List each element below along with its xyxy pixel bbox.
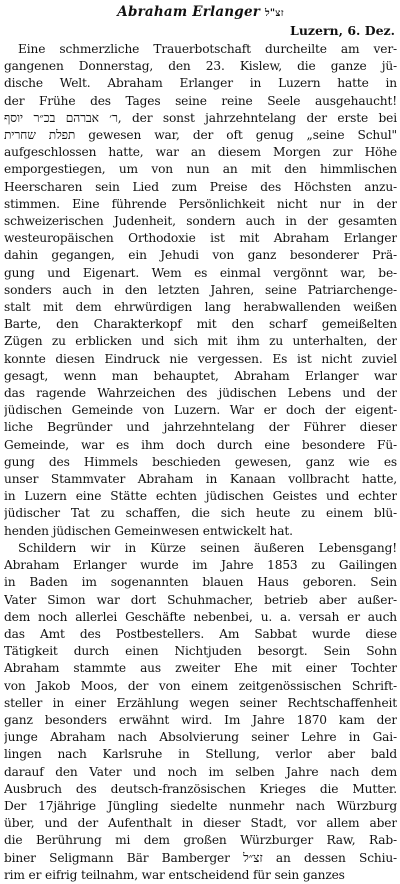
text-line: Ausbruch des deutsch-französischen Krieges die Mutter.	[4, 781, 397, 796]
text-line: sonders auch in den letzten Jahren, seine Patriarchenge-	[4, 282, 397, 297]
paragraph	[4, 540, 397, 884]
text-line: ר׳ אברהם בכ״ר יוסף, der sonst jahrzehntelang der erste bei	[4, 110, 397, 125]
text-line: תפלת שחרית gewesen war, der oft genug „seine Schul"	[4, 128, 397, 143]
text-line: Eine schmerzliche Trauerbotschaft durcheilte am ver-	[18, 42, 397, 56]
text-line: Abraham stammte aus zweiter Ehe mit einer Tochter	[4, 661, 397, 676]
text-line: der Frühe des Tages seine reine Seele ausgehaucht!	[4, 93, 397, 108]
text-line: gesagt, wenn man behauptet, Abraham Erlanger war	[4, 368, 397, 383]
title-name: Abraham Erlanger	[117, 4, 261, 20]
text-line: Gemeinde, war es ihm doch durch eine besondere Fü-	[4, 437, 397, 452]
text-line: emporgestiegen, um von nun an mit den himmlischen	[4, 162, 397, 177]
text-line: junge Abraham nach Absolvierung seiner Lehre in Gai-	[4, 730, 397, 745]
text-line: das Amt des Postbestellers. Am Sabbat wurde diese	[4, 626, 397, 641]
text-line: ganz besonders erwähnt wird. Im Jahre 1870 kam der	[4, 712, 397, 727]
text-line: konnte diesen Eindruck nie vergessen. Es ist nicht zuviel	[4, 351, 397, 366]
text-line: stimmen. Eine führende Persönlichkeit nicht nur in der	[4, 196, 397, 211]
text-line: lingen nach Karlsruhe in Stellung, verlor aber bald	[4, 747, 397, 762]
text-line: biner Seligmann Bär Bamberger זצ״ל an dessen Schiu-	[4, 850, 397, 865]
text-line: aufgeschlossen hatte, war an diesem Morgen zur Höhe	[4, 145, 397, 160]
paragraph	[4, 41, 397, 540]
text-line: dische Welt. Abraham Erlanger in Luzern hatte in	[4, 76, 397, 91]
text-line: henden jüdischen Gemeinwesen entwickelt hat.	[4, 523, 293, 538]
text-line: rim er eifrig teilnahm, war entscheidend für sein ganzes	[4, 867, 345, 882]
article-body	[4, 41, 397, 884]
text-line: dem noch allerlei Geschäfte nebenbei, u. a. versah er auch	[4, 609, 397, 624]
text-line: dahin gegangen, ein Jehudi von ganz besonderer Prä-	[4, 248, 397, 263]
text-line: Heerscharen sein Lied zum Preise des Höchsten anzu-	[4, 179, 397, 194]
text-line: liche Begründer und jahrzehntelang der Führer dieser	[4, 420, 397, 435]
text-line: westeuropäischen Orthodoxie ist mit Abraham Erlanger	[4, 231, 397, 246]
text-line: Schildern wir in Kürze seinen äußeren Lebensgang!	[18, 540, 397, 555]
text-line: Vater Simon war dort Schuhmacher, betrieb aber außer-	[4, 592, 397, 607]
text-line: jüdischen Gemeinde von Luzern. War er doch der eigent-	[4, 403, 397, 418]
text-line: in Luzern eine Stätte echten jüdischen Geistes und echter	[4, 489, 397, 504]
text-line: gung und Eigenart. Wem es einmal vergönnt war, be-	[4, 265, 397, 280]
text-line: gung des Himmels beschieden gewesen, ganz wie es	[4, 454, 397, 469]
text-line: darauf den Vater und noch im selben Jahre nach dem	[4, 764, 397, 779]
text-line: gangenen Donnerstag, den 23. Kislew, die ganze jü-	[4, 59, 397, 74]
text-line: Tätigkeit durch einen Nichtjuden besorgt. Sein Sohn	[4, 644, 397, 659]
text-line: in Baden im sogenannten blauen Haus geboren. Sein	[4, 575, 397, 590]
text-line: die Berührung mi dem großen Würzburger Raw, Rab-	[4, 833, 397, 848]
text-line: Barte, den Charakterkopf mit den scharf gemeißelten	[4, 317, 397, 332]
text-line: Zügen zu erblicken und sich mit ihm zu unterhalten, der	[4, 334, 397, 349]
text-line: Der 17jährige Jüngling siedelte nunmehr nach Würzburg	[4, 798, 397, 813]
article-title	[4, 4, 397, 22]
text-line: jüdischer Tat zu schaffen, die sich heute zu einem blü-	[4, 506, 397, 521]
text-line: unser Stammvater Abraham in Kanaan vollbracht hatte,	[4, 472, 397, 487]
text-line: schweizerischen Judenheit, sondern auch in der gesamten	[4, 214, 397, 229]
text-line: über, und der Aufenthalt in dieser Stadt, vor allem aber	[4, 816, 397, 831]
text-line: stalt mit dem ehrwürdigen lang herabwallenden weißen	[4, 300, 397, 315]
text-line: das ragende Wahrzeichen des jüdischen Lebens und der	[4, 386, 397, 401]
text-line: von Jakob Moos, der von einem zeitgenössischen Schrift-	[4, 678, 397, 693]
text-line: Abraham Erlanger wurde im Jahre 1853 zu Gailingen	[4, 558, 397, 573]
dateline: Luzern, 6. Dez.	[290, 23, 395, 38]
title-hebrew-suffix: זצ"ל	[264, 8, 284, 19]
text-line: steller in einer Erzählung wegen seiner Rechtschaffenheit	[4, 695, 397, 710]
